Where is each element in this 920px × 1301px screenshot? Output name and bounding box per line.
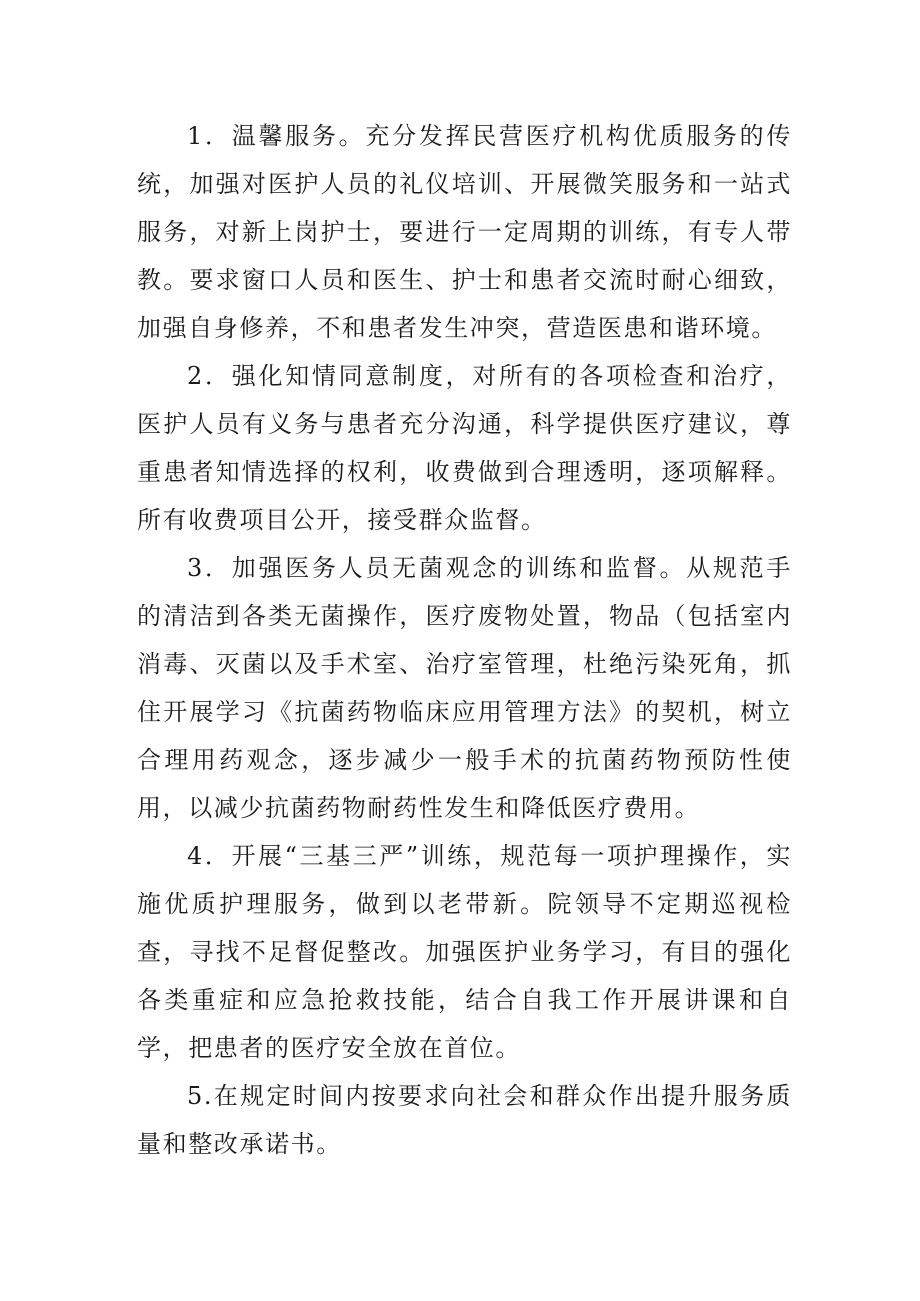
paragraph-1: 1．温馨服务。充分发挥民营医疗机构优质服务的传统，加强对医护人员的礼仪培训、开展微笑服务和一站式服务，对新上岗护士，要进行一定周期的训练，有专人带教。要求窗口人员和医生、护士和患者交流时耐心细致，加强自身修养，不和患者发生冲突，营造医患和谐环境。 [137, 122, 792, 342]
paragraph-5: 5.在规定时间内按要求向社会和群众作出提升服务质量和整改承诺书。 [137, 1082, 792, 1158]
paragraph-3: 3．加强医务人员无菌观念的训练和监督。从规范手的清洁到各类无菌操作，医疗废物处置，物品（包括室内消毒、灭菌以及手术室、治疗室管理，杜绝污染死角，抓住开展学习《抗菌药物临床应用管理方法》的契机，树立合理用药观念，逐步减少一般手术的抗菌药物预防性使用，以减少抗菌药物耐药性发生和降低医疗费用。 [137, 554, 792, 822]
document-body [137, 112, 792, 1168]
paragraph-4: 4．开展“三基三严”训练，规范每一项护理操作，实施优质护理服务，做到以老带新。院领导不定期巡视检查，寻找不足督促整改。加强医护业务学习，有目的强化各类重症和应急抢救技能，结合自我工作开展讲课和自学，把患者的医疗安全放在首位。 [137, 842, 792, 1062]
paragraph-2: 2．强化知情同意制度，对所有的各项检查和治疗，医护人员有义务与患者充分沟通，科学提供医疗建议，尊重患者知情选择的权利，收费做到合理透明，逐项解释。所有收费项目公开，接受群众监督。 [137, 362, 792, 534]
